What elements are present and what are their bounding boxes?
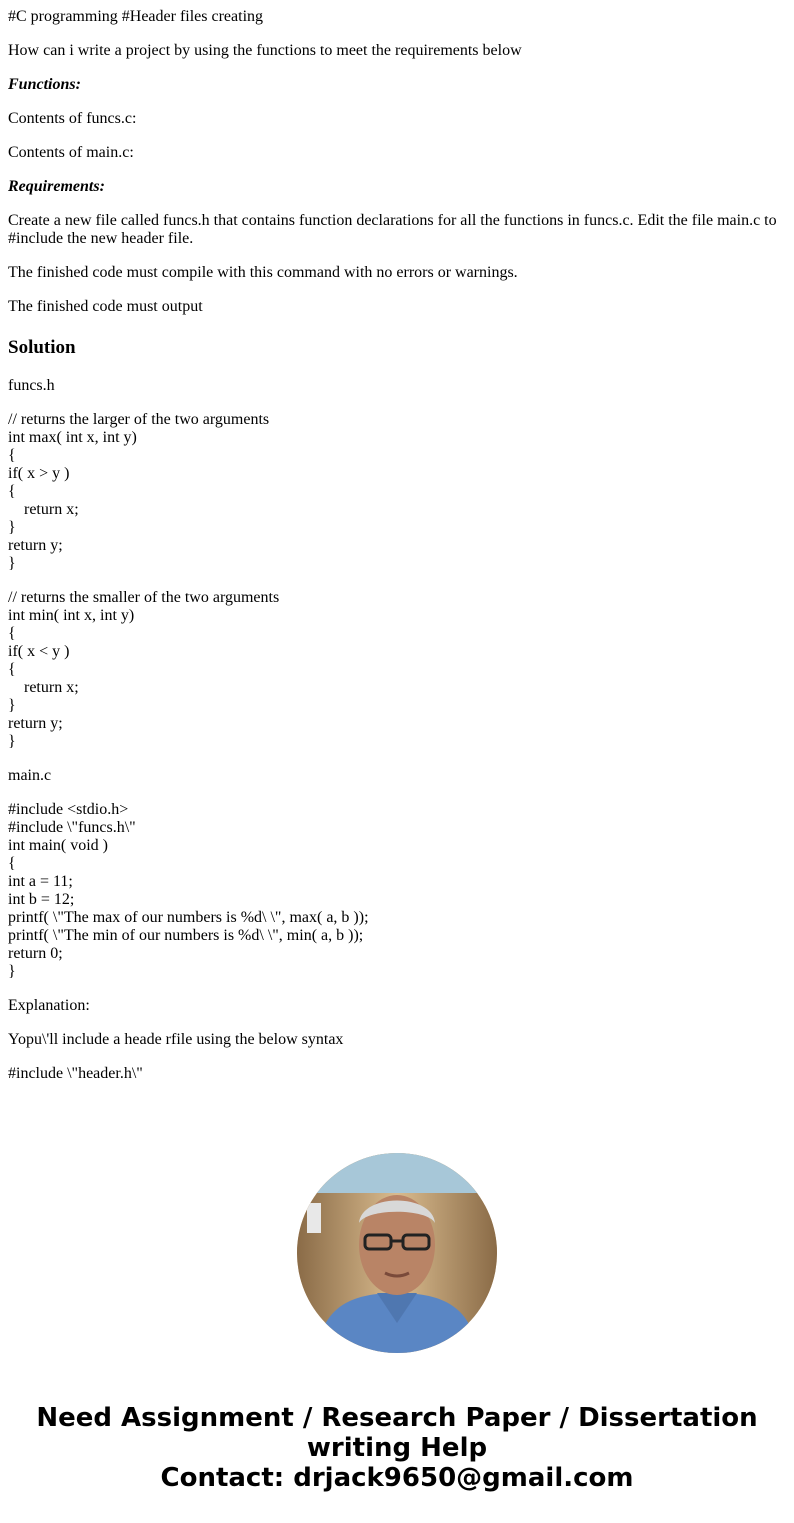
requirement-text: Create a new file called funcs.h that contains function declarations for all the functions in funcs.c. Edit the file main.c to #include the new header file. bbox=[8, 212, 781, 247]
banner-line: writing Help bbox=[306, 1433, 488, 1463]
requirements-label: Requirements: bbox=[8, 178, 105, 195]
solution-heading: Solution bbox=[8, 337, 76, 358]
explanation-label: Explanation: bbox=[8, 997, 90, 1014]
question-prompt: How can i write a project by using the functions to meet the requirements below bbox=[8, 42, 522, 59]
funcs-h-label: funcs.h bbox=[8, 377, 55, 394]
code-block-min: // returns the smaller of the two arguments int min( int x, int y) { if( x < y ) { return x; } return y; } bbox=[8, 589, 280, 750]
code-block-max: // returns the larger of the two arguments int max( int x, int y) { if( x > y ) { return x; } return y; } bbox=[8, 411, 270, 572]
explanation-text: Yopu\'ll include a heade rfile using the below syntax bbox=[8, 1031, 344, 1048]
author-avatar bbox=[297, 1153, 497, 1353]
document-body bbox=[8, 0, 786, 1099]
question-title: #C programming #Header files creating bbox=[8, 8, 264, 25]
requirement-text: The finished code must compile with this command with no errors or warnings. bbox=[8, 264, 518, 281]
main-c-label: Contents of main.c: bbox=[8, 144, 134, 161]
contact-email: Contact: drjack9650@gmail.com bbox=[160, 1463, 634, 1493]
main-c-filename: main.c bbox=[8, 767, 52, 784]
requirement-text: The finished code must output bbox=[8, 298, 203, 315]
banner-line: Need Assignment / Research Paper / Dissertation bbox=[36, 1403, 758, 1433]
code-block-main: #include <stdio.h> #include \"funcs.h\" int main( void ) { int a = 11; int b = 12; printf( \"The max of our numbers is %d\ \", max( a, b )); printf( \"The min of our numbers is %d\ \", min( a, b )); return 0; } bbox=[8, 801, 369, 980]
funcs-c-label: Contents of funcs.c: bbox=[8, 110, 137, 127]
include-syntax: #include \"header.h\" bbox=[8, 1065, 143, 1082]
contact-banner bbox=[0, 1403, 794, 1493]
author-portrait-image bbox=[297, 1153, 497, 1353]
functions-label: Functions: bbox=[8, 76, 81, 93]
